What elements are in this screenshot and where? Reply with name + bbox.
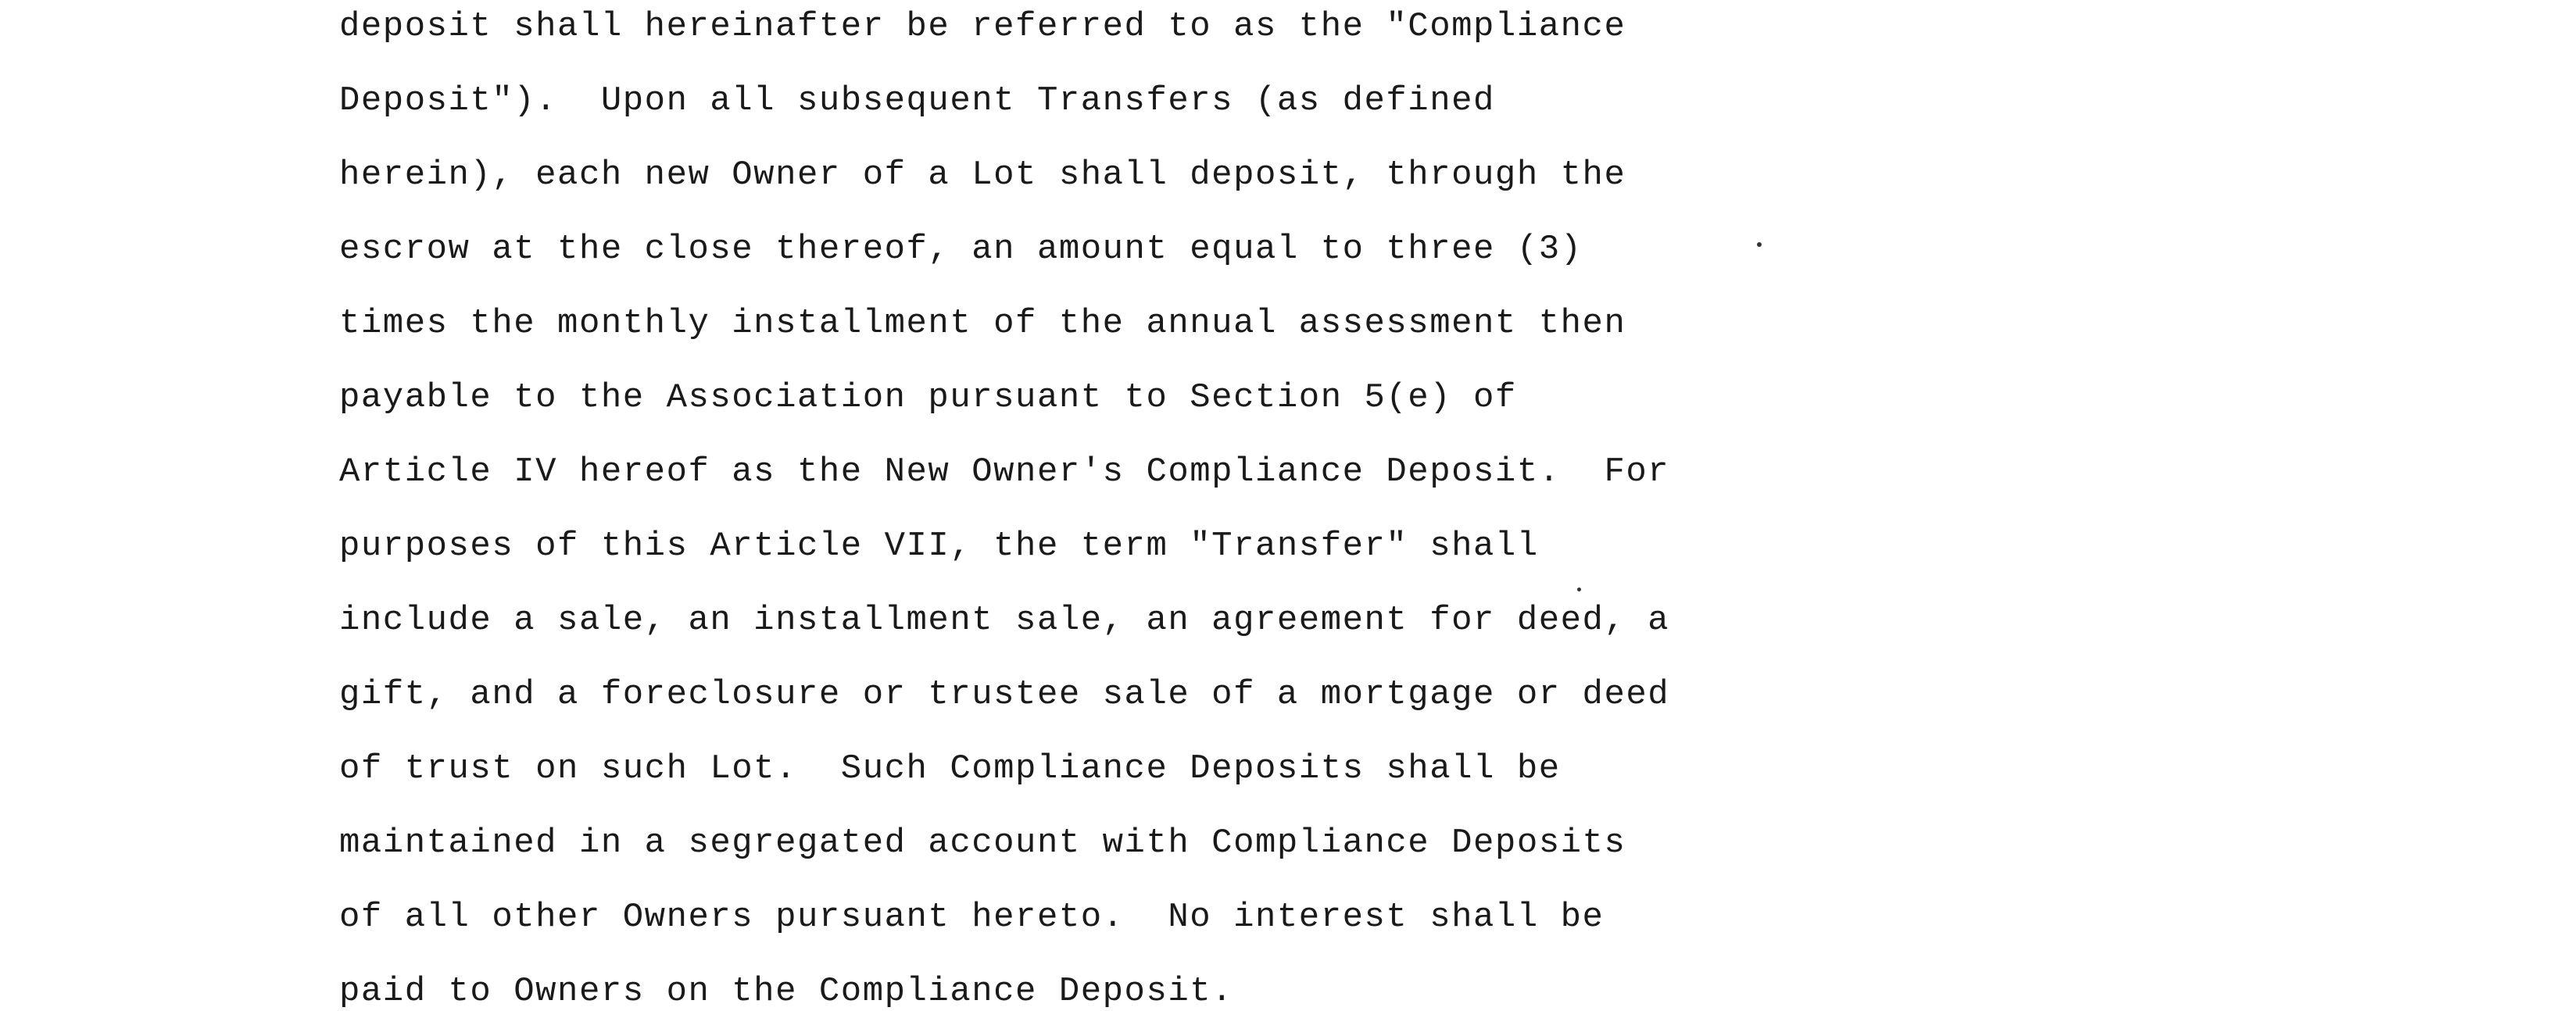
text-line: payable to the Association pursuant to Section 5(e) of	[339, 378, 1517, 417]
text-line: include a sale, an installment sale, an agreement for deed, a	[339, 601, 1670, 640]
scan-speck	[1577, 588, 1581, 591]
text-line: herein), each new Owner of a Lot shall deposit, through the	[339, 155, 1626, 195]
text-line: purposes of this Article VII, the term "Transfer" shall	[339, 527, 1539, 566]
text-line: escrow at the close thereof, an amount equal to three (3)	[339, 230, 1583, 269]
text-line: of trust on such Lot. Such Compliance Deposits shall be	[339, 749, 1561, 788]
text-line: gift, and a foreclosure or trustee sale of a mortgage or deed	[339, 675, 1670, 714]
text-line: times the monthly installment of the annual assessment then	[339, 304, 1626, 343]
text-line: paid to Owners on the Compliance Deposit.	[339, 972, 1234, 1011]
text-line: maintained in a segregated account with Compliance Deposits	[339, 823, 1626, 863]
scan-speck	[1757, 242, 1762, 247]
text-line: of all other Owners pursuant hereto. No interest shall be	[339, 898, 1605, 937]
text-line: Deposit"). Upon all subsequent Transfers (as defined	[339, 81, 1495, 120]
text-line: Article IV hereof as the New Owner's Compliance Deposit. For	[339, 452, 1670, 491]
text-line: deposit shall hereinafter be referred to as the "Compliance	[339, 7, 1626, 46]
